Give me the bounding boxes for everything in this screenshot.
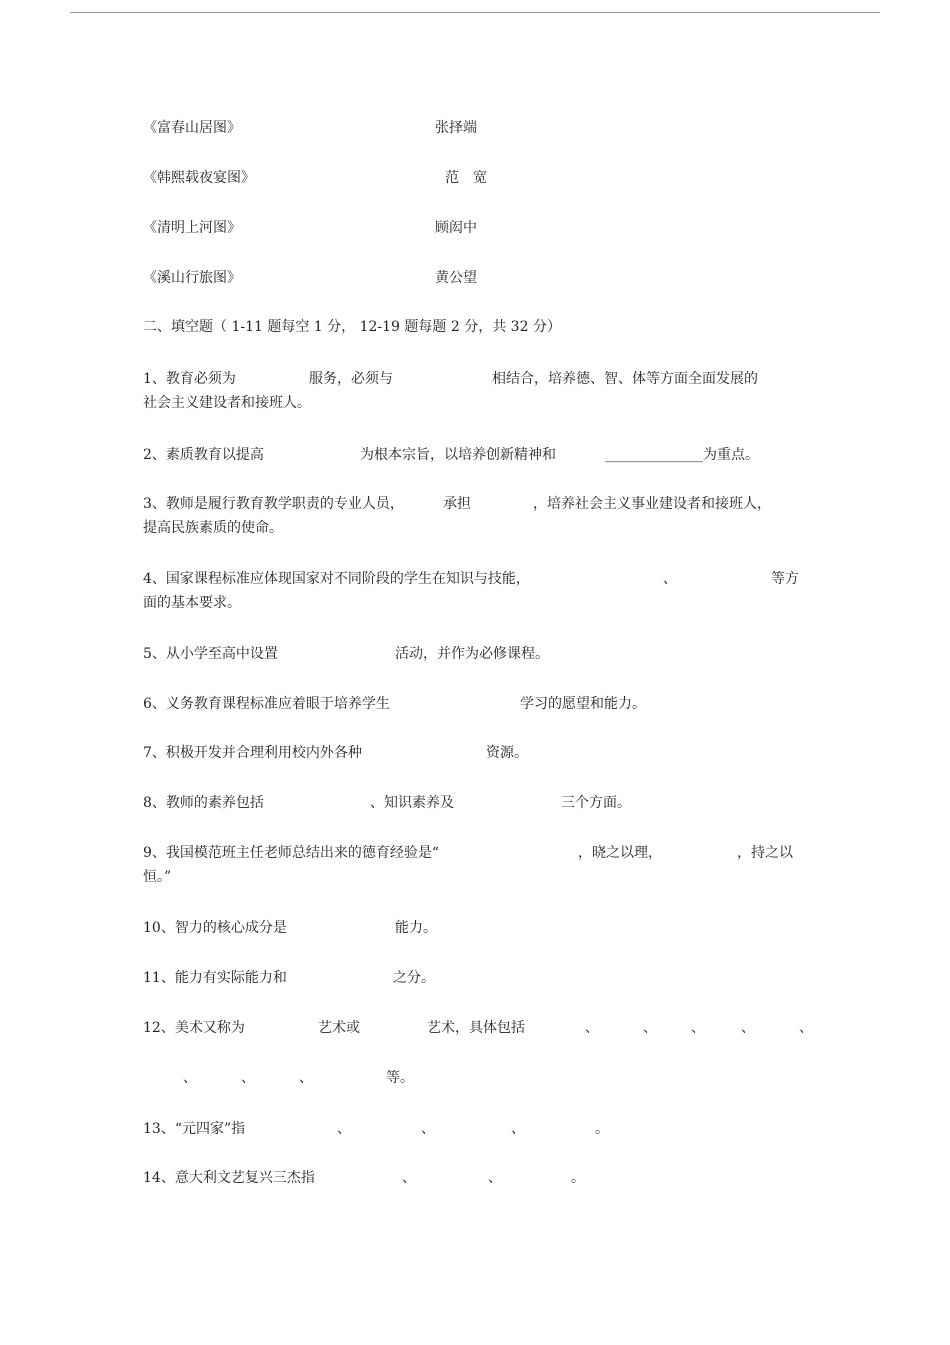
question-9-cont: 恒。” xyxy=(143,869,172,885)
separator: 、 xyxy=(421,1121,435,1137)
matching-artist: 张择端 xyxy=(435,120,477,136)
separator: 、 xyxy=(585,1020,599,1036)
question-text: 艺术或 xyxy=(318,1020,360,1036)
question-text: 1、教育必须为 xyxy=(143,371,236,387)
question-text: ，持之以 xyxy=(737,845,793,861)
question-text: 承担 xyxy=(443,496,471,512)
question-text: 4、国家课程标准应体现国家对不同阶段的学生在知识与技能， xyxy=(143,571,530,587)
matching-artist: 顾闳中 xyxy=(435,220,477,236)
separator: 、 xyxy=(741,1020,755,1036)
question-text: 、 xyxy=(663,571,677,587)
question-text: 之分。 xyxy=(393,970,435,986)
question-text: 活动，并作为必修课程。 xyxy=(395,646,549,662)
question-text: ，培养社会主义事业建设者和接班人， xyxy=(533,496,771,512)
question-4-cont: 面的基本要求。 xyxy=(143,595,241,611)
question-text: 7、积极开发并合理利用校内外各种 xyxy=(143,745,362,761)
matching-artist: 范 宽 xyxy=(445,170,487,186)
question-text: 3、教师是履行教育教学职责的专业人员， xyxy=(143,496,404,512)
separator: 、 xyxy=(241,1070,255,1086)
question-text: 。 xyxy=(571,1170,585,1186)
section-heading: 二、填空题（ 1-11 题每空 1 分， 12-19 题每题 2 分，共 32 分） xyxy=(143,319,561,335)
question-1-cont: 社会主义建设者和接班人。 xyxy=(143,395,311,411)
question-3-cont: 提高民族素质的使命。 xyxy=(143,520,283,536)
question-text: 三个方面。 xyxy=(561,795,631,811)
matching-artist: 黄公望 xyxy=(435,270,477,286)
question-text: 资源。 xyxy=(486,745,528,761)
question-text: 等方 xyxy=(771,571,799,587)
question-text: 等。 xyxy=(386,1070,414,1086)
question-text: 。 xyxy=(595,1121,609,1137)
question-text: 服务，必须与 xyxy=(309,371,393,387)
question-text: 、知识素养及 xyxy=(370,795,454,811)
separator: 、 xyxy=(691,1020,705,1036)
matching-work: 《清明上河图》 xyxy=(143,220,241,236)
question-text: 13、“元四家”指 xyxy=(143,1121,246,1137)
question-text: 2、素质教育以提高 xyxy=(143,447,264,463)
separator: 、 xyxy=(799,1020,813,1036)
question-text: 艺术，具体包括 xyxy=(427,1020,525,1036)
question-text: 相结合，培养德、智、体等方面全面发展的 xyxy=(492,371,758,387)
question-text: ，晓之以理， xyxy=(578,845,662,861)
question-text: 学习的愿望和能力。 xyxy=(520,696,646,712)
separator: 、 xyxy=(337,1121,351,1137)
separator: 、 xyxy=(402,1170,416,1186)
matching-work: 《富春山居图》 xyxy=(143,120,241,136)
question-text: 9、我国模范班主任老师总结出来的德育经验是“ xyxy=(143,845,440,861)
question-text: 12、美术又称为 xyxy=(143,1020,245,1036)
question-text: 14、意大利文艺复兴三杰指 xyxy=(143,1170,315,1186)
separator: 、 xyxy=(299,1070,313,1086)
question-text: 5、从小学至高中设置 xyxy=(143,646,278,662)
separator: 、 xyxy=(511,1121,525,1137)
question-text: 6、义务教育课程标准应着眼于培养学生 xyxy=(143,696,390,712)
separator: 、 xyxy=(183,1070,197,1086)
question-text: 能力。 xyxy=(395,920,437,936)
header-rule xyxy=(70,12,880,13)
question-text: 11、能力有实际能力和 xyxy=(143,970,287,986)
question-text: ______________为重点。 xyxy=(605,447,759,463)
separator: 、 xyxy=(488,1170,502,1186)
matching-work: 《韩熙载夜宴图》 xyxy=(143,170,255,186)
question-text: 10、智力的核心成分是 xyxy=(143,920,287,936)
question-text: 8、教师的素养包括 xyxy=(143,795,264,811)
separator: 、 xyxy=(643,1020,657,1036)
matching-work: 《溪山行旅图》 xyxy=(143,270,241,286)
question-text: 为根本宗旨，以培养创新精神和 xyxy=(360,447,556,463)
